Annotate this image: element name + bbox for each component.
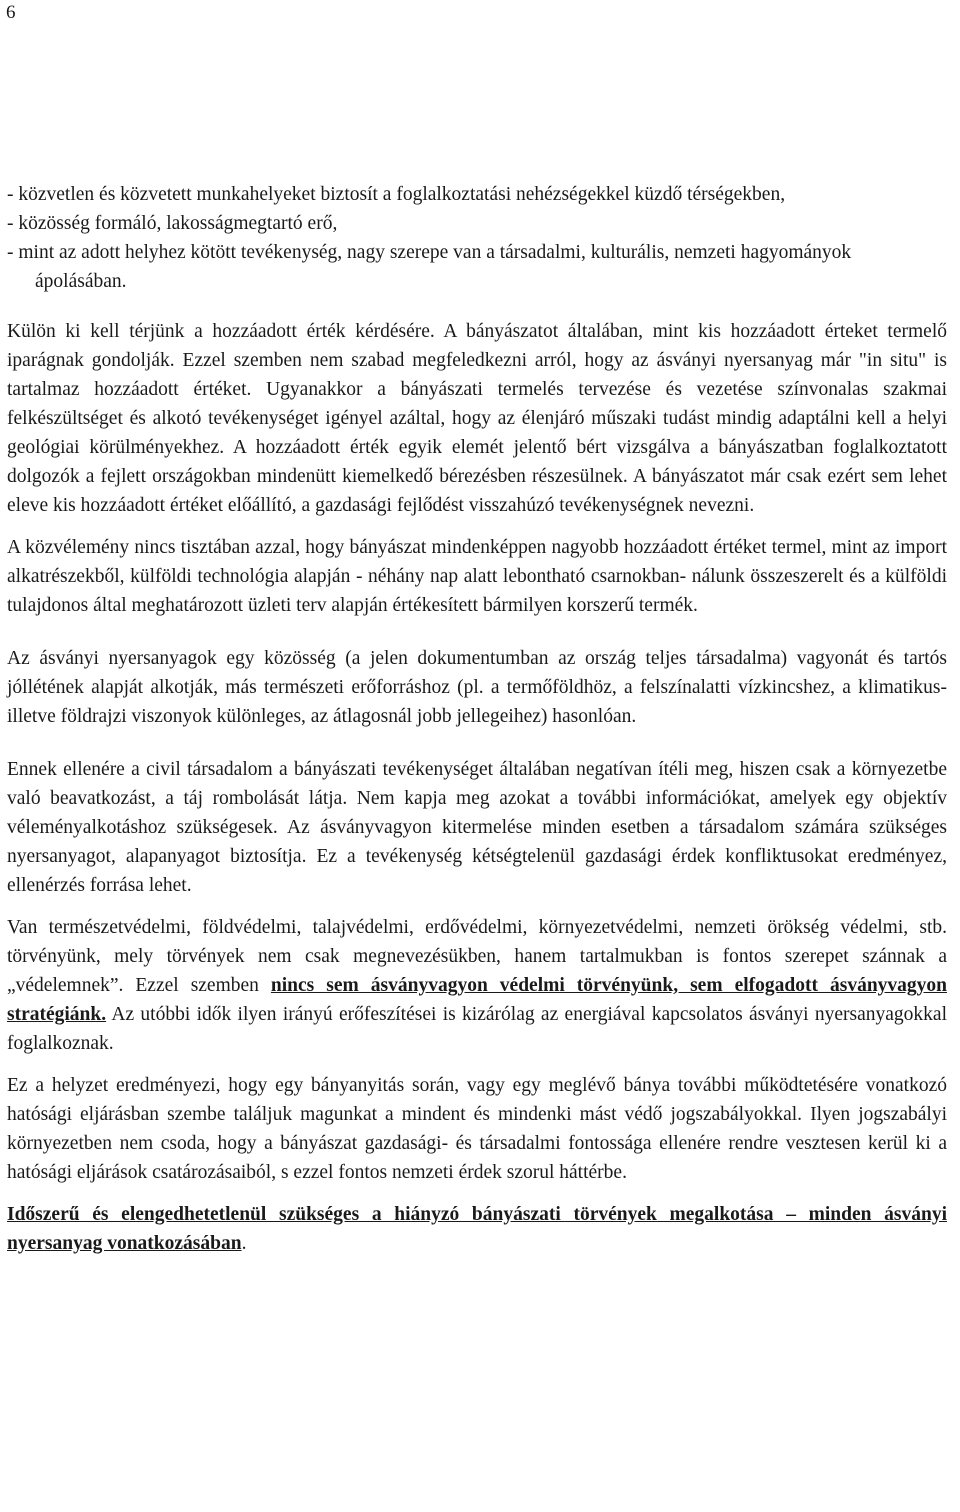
bullet-item: - közösség formáló, lakosságmegtartó erő, bbox=[7, 213, 338, 234]
bullet-list bbox=[7, 180, 947, 296]
paragraph-civil-society: Ennek ellenére a civil társadalom a bányászati tevékenységet általában negatívan ítéli meg, hiszen csak a környezetbe való beavatkozást, a táj rombolását látja. Nem kapja meg azokat a további információkat, amelyek egy objektív véleményalkotáshoz szükségesek. Az ásványvagyon kitermelése minden esetben a társadalom számára szükséges nyersanyagot, alapanyagot biztosítja. Ez a tevékenység kétségtelenül gazdasági érdek konfliktusokat eredményez, ellenérzés forrása lehet. bbox=[7, 759, 947, 896]
final-heading-text: Időszerű és elengedhetetlenül szükséges a hiányzó bányászati törvények megalkotása – minden ásványi nyersanyag vonatkozásában bbox=[7, 1204, 947, 1254]
paragraph-mineral-resources: Az ásványi nyersanyagok egy közösség (a jelen dokumentumban az ország teljes társadalma) vagyonát és tartós jóllétének alapját alkotják, más természeti erőforráshoz (pl. a termőföldhöz, a felszínalatti vízkincshez, a klimatikus- illetve földrajzi viszonyok különleges, az átlagosnál jobb jellegeihez) hasonlóan. bbox=[7, 648, 947, 727]
final-heading bbox=[7, 1200, 947, 1258]
bullet-item: - mint az adott helyhez kötött tevékenység, nagy szerepe van a társadalmi, kulturális, nemzeti hagyományok ápolásában. bbox=[7, 242, 852, 292]
final-heading-tail: . bbox=[241, 1233, 247, 1254]
paragraph-added-value: Külön ki kell térjünk a hozzáadott érték kérdésére. A bányászatot általában, mint kis hozzáadott érteket termelő iparágnak gondolják. Ezzel szemben nem szabad megfeledkezni arról, hogy az ásványi nyersanyag már "in situ" is tartalmaz hozzáadott értéket. Ugyanakkor a bányászati termelés tervezése és vezetése színvonalas szakmai felkészültséget és alkotó tevékenységet igényel azáltal, hogy az élenjáró műszaki tudást mindig adaptálni kell a helyi geológiai körülményekhez. A hozzáadott érték egyik elemét jelentő bért vizsgálva a bányászatban foglalkoztatott dolgozók a fejlett országokban mindenütt kiemelkedő bérezésben részesülnek. A bányászatot már csak ezért sem lehet eleve kis hozzáadott értéket előállító, a gazdasági fejlődést visszahúzó tevékenységnek nevezni. bbox=[7, 321, 947, 516]
legislation-text-after: Az utóbbi idők ilyen irányú erőfeszítései is kizárólag az energiával kapcsolatos ásványi nyersanyagokkal foglalkoznak. bbox=[7, 1004, 947, 1054]
legislation-text-before: Van természetvédelmi, földvédelmi, talajvédelmi, erdővédelmi, környezetvédelmi, nemzeti örökség védelmi, stb. törvényünk, mely törvények nem csak megnevezésükben, hanem tartalmukban is fontos szerepet szánnak a „védelemnek”. Ezzel szemben bbox=[7, 917, 947, 996]
paragraph-public-opinion: A közvélemény nincs tisztában azzal, hogy bányászat mindenképpen nagyobb hozzáadott értéket termel, mint az import alkatrészekből, külföldi technológia alapján - néhány nap alatt lebontható csarnokban- nálunk összeszerelt és a külföldi tulajdonos által meghatározott üzleti terv alapján értékesített bármilyen korszerű termék. bbox=[7, 537, 947, 616]
paragraph-legislation bbox=[7, 913, 947, 1058]
paragraph-licensing: Ez a helyzet eredményezi, hogy egy bányanyitás során, vagy egy meglévő bánya további működtetésére vonatkozó hatósági eljárásban szembe találjuk magunkat a mindent és mindenki mást védő jogszabályokkal. Ilyen jogszabályi környezetben nem csoda, hogy a bányászat gazdasági- és társadalmi fontossága ellenére rendre vesztesen kerül ki a hatósági eljárások csatározásaiból, s ezzel fontos nemzeti érdek szorul háttérbe. bbox=[7, 1075, 947, 1183]
document-body bbox=[7, 180, 947, 1282]
legislation-underlined-text: nincs sem ásványvagyon védelmi törvényünk, sem elfogadott ásványvagyon stratégiánk. bbox=[7, 975, 948, 1025]
bullet-item: - közvetlen és közvetett munkahelyeket biztosít a foglalkoztatási nehézségekkel küzdő térségekben, bbox=[7, 184, 786, 205]
page-number: 6 bbox=[6, 2, 16, 23]
